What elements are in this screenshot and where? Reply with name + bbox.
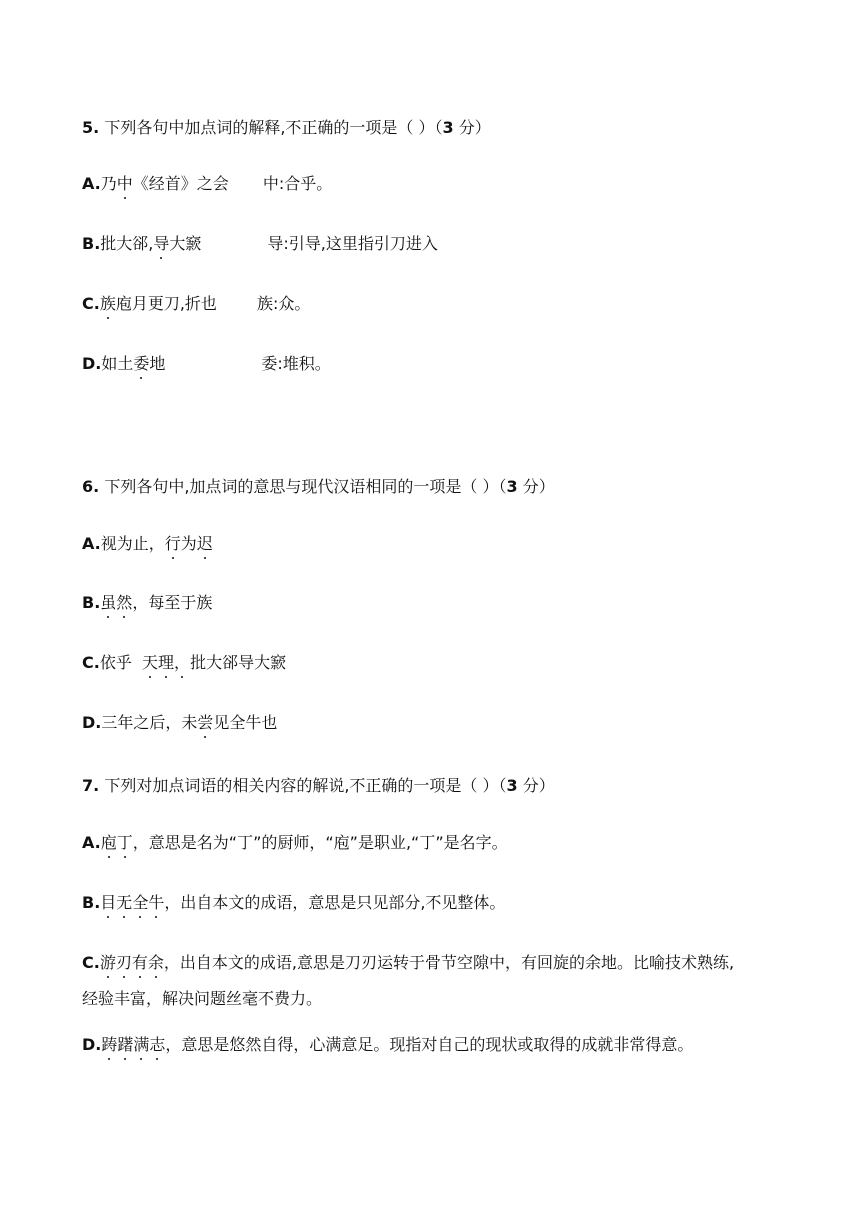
- option-explanation: 中:合乎。: [262, 174, 333, 193]
- q5-option-b: [82, 234, 438, 254]
- option-label: D.: [82, 354, 102, 373]
- option-label: A.: [82, 174, 101, 193]
- dotted-word: 志: [149, 1035, 166, 1054]
- option-text: 批大郤导大窾: [190, 653, 287, 672]
- dotted-word: 理: [158, 653, 175, 672]
- dotted-word: 导: [153, 234, 170, 253]
- dotted-word: 躇: [117, 1035, 134, 1054]
- option-text: 视为止，: [100, 534, 165, 553]
- q6-option-c: [82, 653, 286, 673]
- question-text: 下列各句中,加点词的意思与现代汉语相同的一项是（ ）（: [104, 477, 507, 496]
- dotted-word: 迟: [196, 534, 213, 553]
- option-text: 批大郤,: [100, 234, 154, 253]
- question-number: 5.: [82, 118, 100, 137]
- dotted-word: 委: [133, 354, 150, 373]
- option-label: C.: [82, 953, 100, 972]
- option-label: C.: [82, 294, 100, 313]
- q7-option-a: [82, 833, 508, 853]
- option-label: B.: [82, 234, 101, 253]
- option-label: B.: [82, 893, 101, 912]
- dotted-word: 刃: [115, 953, 132, 972]
- dotted-word: 目: [100, 893, 117, 912]
- question-6-stem: [82, 477, 555, 497]
- question-text: 下列对加点词语的相关内容的解说,不正确的一项是（ ）（: [104, 776, 507, 795]
- dotted-word: 无: [116, 893, 133, 912]
- question-7-stem: [82, 776, 555, 796]
- dotted-word: 全: [132, 893, 149, 912]
- q6-option-b: [82, 593, 212, 613]
- dotted-word: 牛: [148, 893, 165, 912]
- question-score-unit: 分）: [453, 118, 491, 137]
- option-label: A.: [82, 833, 101, 852]
- option-label: A.: [82, 534, 101, 553]
- question-number: 6.: [82, 477, 100, 496]
- option-text: ，出自本文的成语，意思是只见部分,不见整体。: [164, 893, 506, 912]
- dotted-word: 行: [164, 534, 181, 553]
- dotted-word: 丁: [116, 833, 133, 852]
- dotted-word: 庖: [100, 833, 117, 852]
- q7-option-c: [82, 953, 734, 973]
- q7-option-c-line2: [82, 989, 322, 1009]
- question-score-unit: 分）: [517, 477, 555, 496]
- dotted-word: 天: [142, 653, 159, 672]
- option-label: D.: [82, 1035, 102, 1054]
- option-text: 为: [180, 534, 197, 553]
- option-text: ，出自本文的成语,意思是刀刃运转于骨节空隙中，有回旋的余地。比喻技术熟练,: [163, 953, 735, 972]
- q7-option-d: [82, 1035, 693, 1055]
- option-text: 三年之后，未: [101, 713, 198, 732]
- dotted-word: 踌: [101, 1035, 118, 1054]
- dotted-word: 满: [133, 1035, 150, 1054]
- option-text: 庖月更刀,折也: [115, 294, 217, 313]
- option-label: B.: [82, 593, 101, 612]
- q5-option-c: [82, 294, 310, 314]
- question-score: 3: [442, 118, 454, 137]
- option-text: ，每至于族: [132, 593, 213, 612]
- dotted-word: 然: [116, 593, 133, 612]
- option-text: ，意思是名为“丁”的厨师，“庖”是职业,“丁”是名字。: [132, 833, 508, 852]
- option-text: ，意思是悠然自得，心满意足。现指对自己的现状或取得的成就非常得意。: [165, 1035, 694, 1054]
- option-explanation: 导:引导,这里指引刀进入: [267, 234, 438, 253]
- dotted-word: 余: [147, 953, 164, 972]
- option-text: 依乎: [99, 653, 143, 672]
- option-explanation: 委:堆积。: [261, 354, 331, 373]
- option-text: 见全牛也: [213, 713, 278, 732]
- option-label: C.: [82, 653, 100, 672]
- option-text: 经验丰富，解决问题丝毫不费力。: [82, 989, 323, 1008]
- question-5-stem: [82, 118, 491, 138]
- option-text: 地: [149, 354, 166, 373]
- question-number: 7.: [82, 776, 100, 795]
- option-text: 如土: [101, 354, 134, 373]
- dotted-word: ，: [174, 653, 191, 672]
- q5-option-a: [82, 174, 332, 194]
- option-label: D.: [82, 713, 102, 732]
- question-text: 下列各句中加点词的解释,不正确的一项是（ ）（: [104, 118, 443, 137]
- dotted-word: 游: [99, 953, 116, 972]
- option-text: 乃: [100, 174, 117, 193]
- question-score: 3: [506, 477, 518, 496]
- option-text: 大窾: [169, 234, 202, 253]
- dotted-word: 族: [99, 294, 116, 313]
- q7-option-b: [82, 893, 505, 913]
- dotted-word: 中: [116, 174, 133, 193]
- q5-option-d: [82, 354, 331, 374]
- question-score: 3: [506, 776, 518, 795]
- q6-option-d: [82, 713, 277, 733]
- option-explanation: 族:众。: [256, 294, 311, 313]
- question-score-unit: 分）: [517, 776, 555, 795]
- dotted-word: 尝: [197, 713, 214, 732]
- q6-option-a: [82, 534, 213, 554]
- dotted-word: 有: [131, 953, 148, 972]
- dotted-word: 虽: [100, 593, 117, 612]
- option-text: 《经首》之会: [132, 174, 229, 193]
